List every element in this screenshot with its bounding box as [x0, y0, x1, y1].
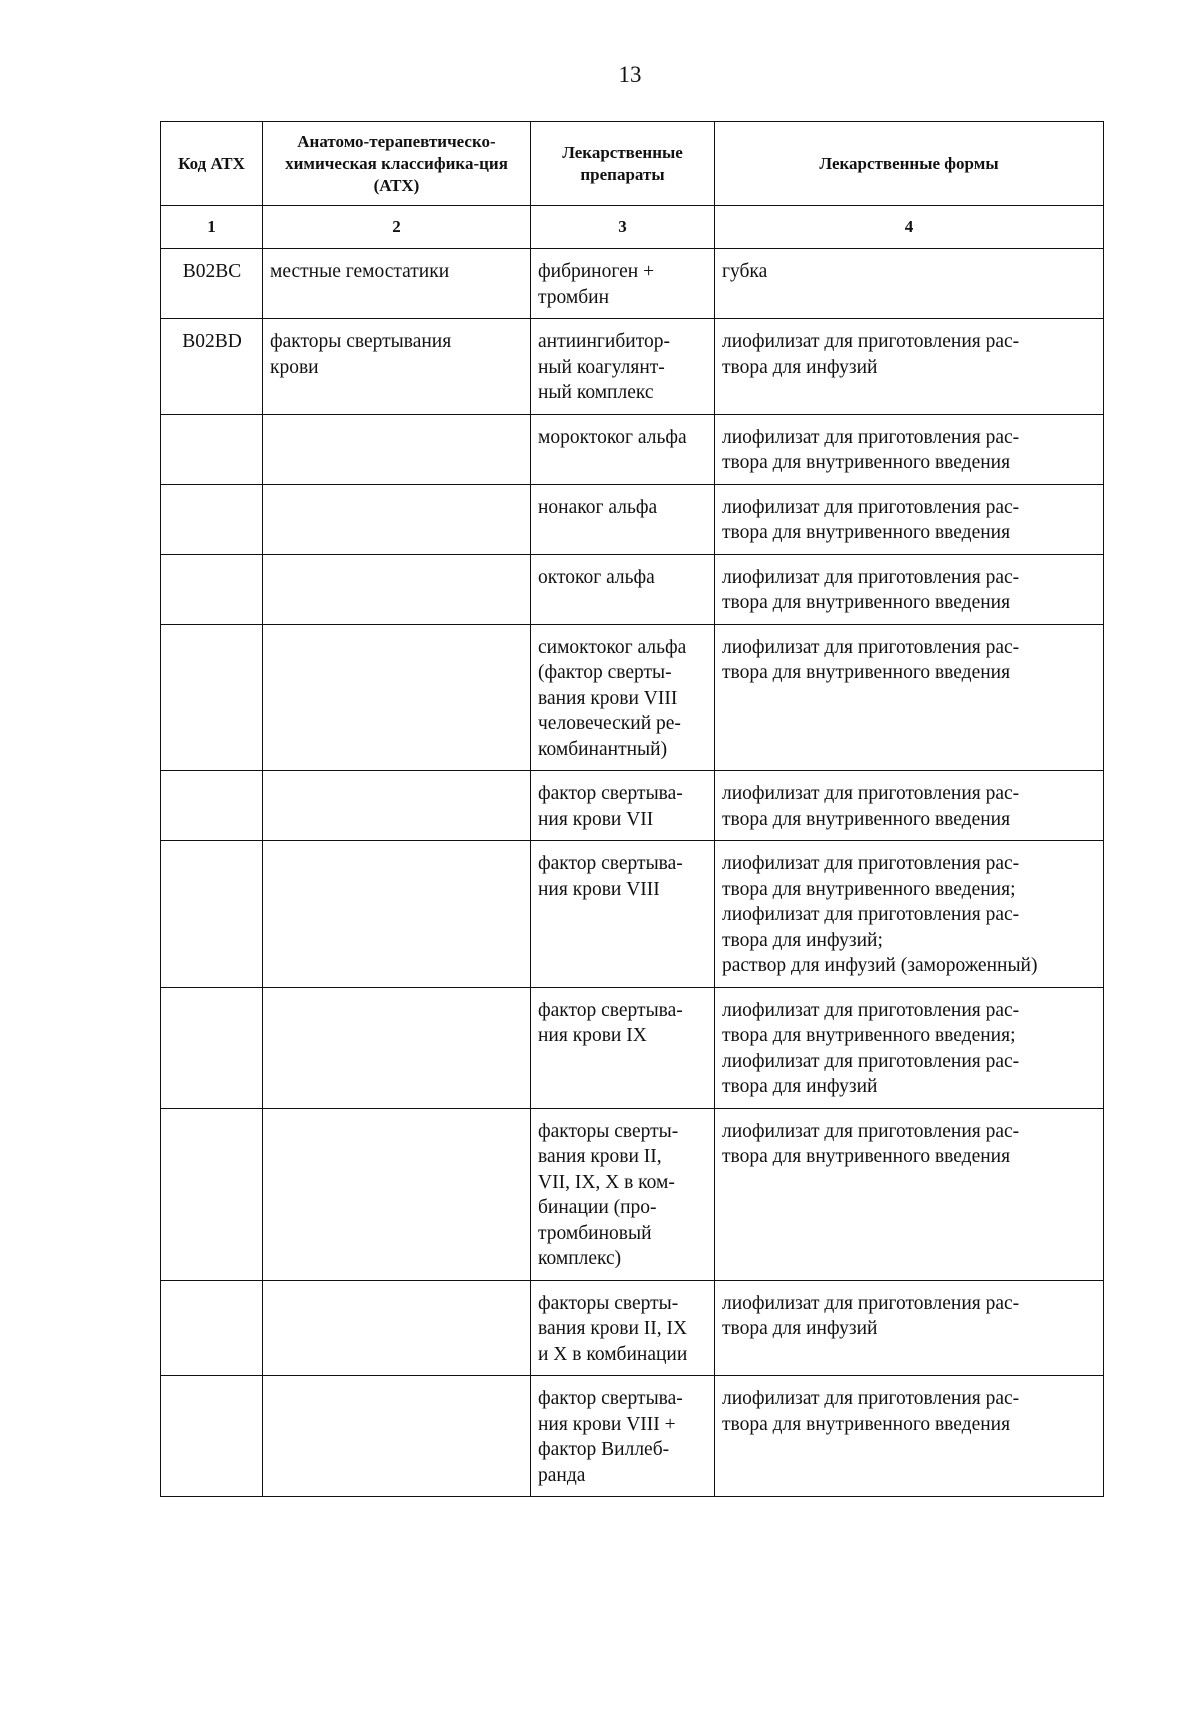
dosage-forms-cell: лиофилизат для приготовления рас- твора для внутривенного введения: [715, 554, 1104, 624]
classification-cell: [263, 554, 531, 624]
drug-cell: мороктоког альфа: [531, 414, 715, 484]
dosage-forms-cell: лиофилизат для приготовления рас- твора для внутривенного введения: [715, 771, 1104, 841]
dosage-forms-cell: лиофилизат для приготовления рас- твора для внутривенного введения: [715, 624, 1104, 771]
dosage-forms-cell: лиофилизат для приготовления рас- твора для внутривенного введения: [715, 1108, 1104, 1280]
header-drugs: Лекарственные препараты: [531, 122, 715, 206]
dosage-forms-cell: губка: [715, 249, 1104, 319]
header-dosage-forms: Лекарственные формы: [715, 122, 1104, 206]
table-row: [161, 771, 1104, 841]
dosage-forms-cell: лиофилизат для приготовления рас- твора для внутривенного введения: [715, 414, 1104, 484]
classification-cell: [263, 987, 531, 1108]
table-body: [161, 206, 1104, 1497]
header-atc-classification: Анатомо-терапевтическо-химическая классифика-ция (АТХ): [263, 122, 531, 206]
dosage-forms-cell: лиофилизат для приготовления рас- твора для внутривенного введения; лиофилизат для приготовления рас- твора для инфузий: [715, 987, 1104, 1108]
atc-code-cell: [161, 771, 263, 841]
atc-code-cell: [161, 1376, 263, 1497]
classification-cell: [263, 1108, 531, 1280]
dosage-forms-cell: лиофилизат для приготовления рас- твора для инфузий: [715, 1280, 1104, 1376]
column-number-row: [161, 206, 1104, 249]
classification-cell: [263, 484, 531, 554]
table-row: [161, 414, 1104, 484]
column-number: 3: [531, 206, 715, 249]
drug-cell: факторы сверты- вания крови II, VII, IX, X в ком- бинации (про- тромбиновый комплекс): [531, 1108, 715, 1280]
atc-code-cell: [161, 624, 263, 771]
table-row: [161, 841, 1104, 988]
classification-cell: [263, 1376, 531, 1497]
column-number: 2: [263, 206, 531, 249]
drug-cell: фактор свертыва- ния крови VIII: [531, 841, 715, 988]
classification-cell: [263, 624, 531, 771]
column-number: 4: [715, 206, 1104, 249]
table-row: [161, 1280, 1104, 1376]
atc-code-cell: B02BC: [161, 249, 263, 319]
drug-cell: октоког альфа: [531, 554, 715, 624]
atc-code-cell: [161, 987, 263, 1108]
table-row: [161, 484, 1104, 554]
drug-cell: фибриноген + тромбин: [531, 249, 715, 319]
drug-cell: фактор свертыва- ния крови VIII + фактор Виллеб- ранда: [531, 1376, 715, 1497]
table-row: [161, 624, 1104, 771]
classification-cell: [263, 414, 531, 484]
atc-code-cell: [161, 1280, 263, 1376]
drug-cell: факторы сверты- вания крови II, IX и X в комбинации: [531, 1280, 715, 1376]
drug-cell: симоктоког альфа (фактор сверты- вания крови VIII человеческий ре- комбинантный): [531, 624, 715, 771]
drug-cell: нонаког альфа: [531, 484, 715, 554]
drug-cell: антиингибитор- ный коагулянт- ный комплекс: [531, 319, 715, 415]
table-row: [161, 1108, 1104, 1280]
table-row: [161, 554, 1104, 624]
table-row: [161, 987, 1104, 1108]
atc-table: [160, 121, 1104, 1497]
dosage-forms-cell: лиофилизат для приготовления рас- твора для инфузий: [715, 319, 1104, 415]
drug-cell: фактор свертыва- ния крови VII: [531, 771, 715, 841]
table-row: [161, 249, 1104, 319]
classification-cell: [263, 771, 531, 841]
atc-code-cell: B02BD: [161, 319, 263, 415]
header-atc-code: Код АТХ: [161, 122, 263, 206]
dosage-forms-cell: лиофилизат для приготовления рас- твора для внутривенного введения: [715, 484, 1104, 554]
page-number: 13: [618, 62, 642, 87]
drug-cell: фактор свертыва- ния крови IX: [531, 987, 715, 1108]
atc-code-cell: [161, 484, 263, 554]
classification-cell: [263, 841, 531, 988]
atc-code-cell: [161, 1108, 263, 1280]
classification-cell: факторы свертывания крови: [263, 319, 531, 415]
atc-code-cell: [161, 841, 263, 988]
classification-cell: [263, 1280, 531, 1376]
table-row: [161, 1376, 1104, 1497]
dosage-forms-cell: лиофилизат для приготовления рас- твора для внутривенного введения: [715, 1376, 1104, 1497]
column-number: 1: [161, 206, 263, 249]
atc-code-cell: [161, 414, 263, 484]
dosage-forms-cell: лиофилизат для приготовления рас- твора для внутривенного введения; лиофилизат для приготовления рас- твора для инфузий; раствор для инфузий (замороженный): [715, 841, 1104, 988]
atc-code-cell: [161, 554, 263, 624]
classification-cell: местные гемостатики: [263, 249, 531, 319]
table-row: [161, 319, 1104, 415]
table-header-row: [161, 122, 1104, 206]
